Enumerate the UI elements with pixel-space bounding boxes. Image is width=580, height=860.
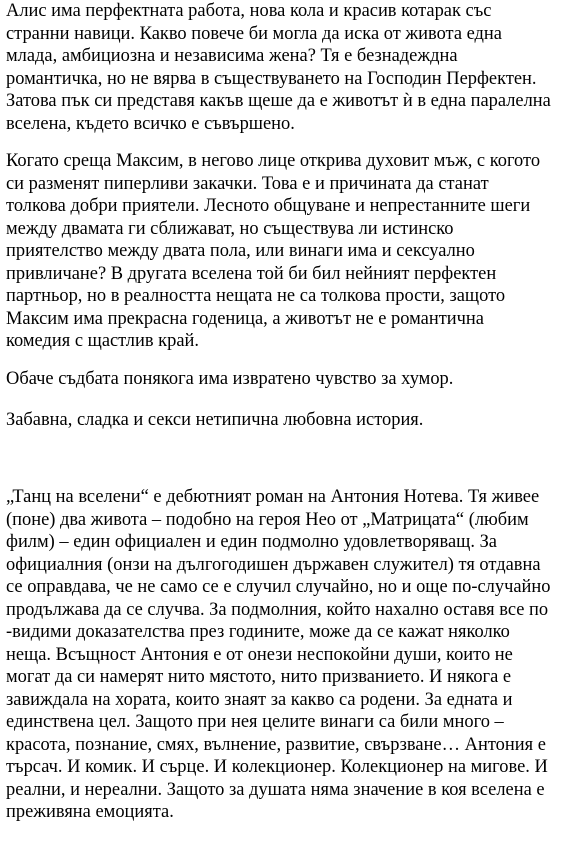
text-line: -видими доказателства през годините, може да се кажат няколко (6, 622, 510, 642)
paragraph-synopsis-intro (6, 0, 580, 135)
text-line: се оправдава, че не само се е случил случайно, но и още по-случайно (6, 577, 551, 597)
text-line: реални, и нереални. Защото за душата няма значение в коя вселена е (6, 779, 545, 800)
text-line: филм) – един официален и един подмолно удовлетворяващ. За (6, 532, 497, 552)
text-line: вселена, където всичко е съвършено. (6, 113, 295, 134)
text-line: (поне) два живота – подобно на героя Нео от „Матрицата“ (любим (6, 509, 529, 530)
text-line: романтичка, но не вярва в съществуването на Господин Перфектен. (6, 68, 537, 89)
text-line: продължава да се случва. За подмолния, който нахално оставя все по (6, 599, 549, 620)
text-line: завиждала на хората, които знаят за какво са родени. За едната и (6, 689, 513, 710)
text-line: приятелство между двата пола, или винаги има и сексуално (6, 241, 475, 261)
text-line: неща. Всъщност Антония е от онези неспокойни души, които не (6, 644, 513, 665)
text-line: Когато среща Максим, в негово лице открива духовит мъж, с когото (6, 151, 541, 171)
text-line: Забавна, сладка и секси нетипична любовна история. (6, 410, 424, 430)
text-line: Затова пък си представя какъв щеше да е животът ѝ в една паралелна (6, 91, 551, 111)
text-line: странни навици. Какво повече би могла да иска от живота една (6, 23, 502, 44)
text-line: привличане? В другата вселена той би бил нейният перфектен (6, 263, 497, 284)
text-line: могат да си намерят нито мястото, нито призванието. И някога е (6, 667, 512, 687)
paragraph-fate-humor (6, 368, 580, 391)
text-line: между двамата ги сближават, но съществува ли истинско (6, 218, 454, 239)
text-line: млада, амбициозна и независима жена? Тя е безнадеждна (6, 46, 458, 66)
text-line: комедия с щастлив край. (6, 331, 199, 351)
text-line: Обаче съдбата понякога има извратено чувство за хумор. (6, 369, 454, 389)
text-line: си разменят пиперливи закачки. Това е и причината да станат (6, 173, 489, 194)
text-line: Максим има прекрасна годеница, а животът не е романтична (6, 308, 484, 329)
text-line: „Танц на вселени“ е дебютният роман на Антония Нотева. Тя живее (6, 487, 540, 507)
text-line: единствена цел. Защото при нея целите винаги са били много – (6, 712, 504, 732)
paragraph-synopsis-maxim (6, 150, 580, 353)
text-line: официалния (онзи на дългогодишен държавен служител) тя отдавна (6, 554, 541, 575)
text-line: търсач. И комик. И сърце. И колекционер. Колекционер на мигове. И (6, 757, 548, 777)
paragraph-author-bio (6, 486, 580, 824)
text-line: Алис има перфектната работа, нова кола и красив котарак със (6, 1, 492, 21)
text-line: красота, познание, смях, вълнение, развитие, свързване… Антония е (6, 734, 546, 755)
text-line: преживяна емоцията. (6, 802, 174, 822)
text-line: партньор, но в реалността нещата не са толкова прости, защото (6, 286, 506, 306)
paragraph-tagline (6, 409, 580, 432)
text-line: толкова добри приятели. Лесното общуване и непрестанните шеги (6, 196, 531, 216)
